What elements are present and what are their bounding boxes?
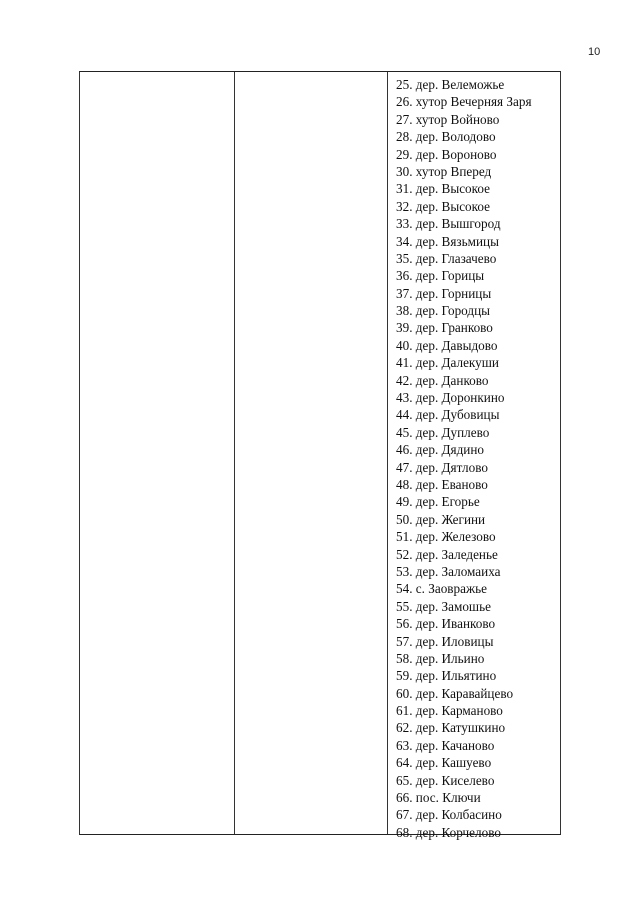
list-item: 57. дер. Иловицы xyxy=(396,633,494,649)
list-item: 67. дер. Колбасино xyxy=(396,807,502,823)
list-item: 40. дер. Давыдово xyxy=(396,337,498,353)
list-item: 32. дер. Высокое xyxy=(396,198,490,214)
page-number: 10 xyxy=(588,46,601,58)
list-item: 35. дер. Глазачево xyxy=(396,250,497,266)
list-item: 54. с. Заовражье xyxy=(396,581,487,597)
list-item: 34. дер. Вязьмицы xyxy=(396,233,499,249)
list-item: 48. дер. Еваново xyxy=(396,476,488,492)
list-item: 66. пос. Ключи xyxy=(396,790,481,806)
list-item: 47. дер. Дятлово xyxy=(396,459,488,475)
settlement-list xyxy=(396,76,560,841)
list-item: 43. дер. Доронкино xyxy=(396,390,505,406)
list-item: 64. дер. Кашуево xyxy=(396,755,492,771)
list-item: 51. дер. Железово xyxy=(396,529,496,545)
list-item: 39. дер. Гранково xyxy=(396,320,493,336)
list-item: 46. дер. Дядино xyxy=(396,442,485,458)
list-item: 36. дер. Горицы xyxy=(396,268,485,284)
list-item: 65. дер. Киселево xyxy=(396,772,495,788)
list-item: 50. дер. Жегини xyxy=(396,511,486,527)
list-item: 26. хутор Вечерняя Заря xyxy=(396,94,532,110)
list-item: 55. дер. Замошье xyxy=(396,598,491,614)
list-item: 31. дер. Высокое xyxy=(396,181,490,197)
column-divider-2 xyxy=(387,72,388,834)
list-item: 58. дер. Ильино xyxy=(396,650,485,666)
list-item: 28. дер. Володово xyxy=(396,129,496,145)
list-item: 59. дер. Ильятино xyxy=(396,668,497,684)
list-item: 61. дер. Карманово xyxy=(396,703,503,719)
list-item: 60. дер. Каравайцево xyxy=(396,685,514,701)
list-item: 52. дер. Заледенье xyxy=(396,546,498,562)
list-item: 29. дер. Вороново xyxy=(396,146,497,162)
list-item: 53. дер. Заломаиха xyxy=(396,563,501,579)
list-item: 63. дер. Качаново xyxy=(396,737,495,753)
list-item: 30. хутор Вперед xyxy=(396,163,492,179)
settlements-table xyxy=(79,71,561,840)
list-item: 25. дер. Велеможье xyxy=(396,77,505,92)
list-item: 44. дер. Дубовицы xyxy=(396,407,500,423)
list-item: 37. дер. Горницы xyxy=(396,285,492,301)
list-item: 38. дер. Городцы xyxy=(396,303,491,319)
list-item: 68. дер. Корчелово xyxy=(396,824,501,840)
list-item: 41. дер. Далекуши xyxy=(396,355,499,371)
list-item: 33. дер. Вышгород xyxy=(396,216,501,232)
list-item: 56. дер. Иванково xyxy=(396,616,496,632)
column-divider-1 xyxy=(234,72,235,834)
list-item: 27. хутор Войново xyxy=(396,111,500,127)
list-item: 42. дер. Данково xyxy=(396,372,489,388)
list-item: 45. дер. Дуплево xyxy=(396,424,490,440)
list-item: 62. дер. Катушкино xyxy=(396,720,506,736)
list-item: 49. дер. Егорье xyxy=(396,494,480,510)
